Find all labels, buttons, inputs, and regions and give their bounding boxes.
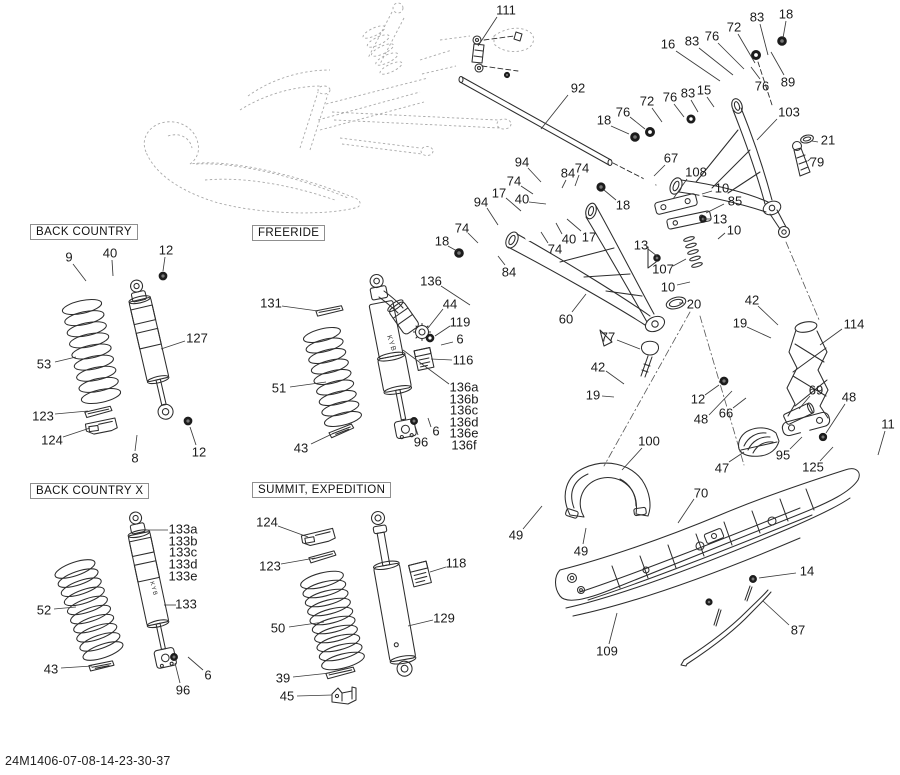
part-label-6: 6 (204, 667, 212, 683)
leader-line (674, 104, 684, 117)
part-label-39: 39 (275, 670, 291, 686)
ghost-assembled-front-end-drawing (144, 3, 533, 213)
part-label-40: 40 (514, 191, 530, 207)
ski-handle-drawing (542, 463, 681, 534)
leader-line (733, 398, 746, 408)
part-label-51: 51 (271, 380, 287, 396)
part-label-60: 60 (558, 311, 574, 327)
spring-stop-131-drawing (316, 306, 344, 317)
leader-line (678, 499, 694, 523)
leader-line (611, 126, 629, 134)
leader-line (617, 340, 640, 349)
part-label-18: 18 (778, 6, 794, 22)
part-label-12: 12 (191, 444, 207, 460)
part-label-17: 17 (491, 185, 507, 201)
leader-line (311, 434, 332, 444)
part-label-48: 48 (693, 411, 709, 427)
leader-line (468, 233, 478, 243)
leader-line (428, 418, 431, 427)
leader-line (112, 260, 113, 276)
part-label-74: 74 (506, 173, 522, 189)
part-label-76: 76 (754, 78, 770, 94)
leader-line (812, 141, 818, 142)
section-label: BACK COUNTRY (36, 226, 132, 238)
part-label-111: 111 (496, 2, 516, 18)
leader-line (441, 342, 453, 345)
leader-line (541, 95, 568, 129)
leader-line (702, 191, 712, 194)
part-label-12: 12 (690, 391, 706, 407)
part-label-92: 92 (570, 80, 586, 96)
section-box-freeride (252, 225, 325, 241)
leader-line (175, 663, 180, 683)
leader-line (523, 506, 542, 529)
part-label-118: 118 (445, 555, 467, 571)
part-label-83: 83 (680, 85, 696, 101)
part-label-127: 127 (186, 330, 208, 346)
part-label-17: 17 (581, 229, 597, 245)
part-label-133a: 133a (168, 521, 198, 537)
leader-line (431, 359, 452, 360)
upper-a-arm-drawing (668, 97, 820, 322)
leader-line (790, 437, 802, 449)
leader-line (771, 52, 784, 75)
part-label-83: 83 (749, 9, 765, 25)
lower-arm-pivot-hardware-drawing (452, 178, 632, 401)
part-label-43: 43 (293, 440, 309, 456)
part-label-52: 52 (36, 602, 52, 618)
part-label-6: 6 (456, 331, 464, 347)
leader-line (135, 435, 137, 451)
leader-line (297, 695, 332, 696)
part-label-48: 48 (841, 389, 857, 405)
leader-line (567, 219, 581, 231)
part-label-76: 76 (704, 28, 720, 44)
leader-line (878, 431, 885, 455)
part-label-89: 89 (780, 74, 796, 90)
leader-line (602, 396, 614, 397)
leader-line (55, 411, 88, 414)
part-label-133b: 133b (168, 533, 198, 549)
leader-line (630, 117, 645, 129)
leader-line (699, 48, 733, 75)
part-label-10: 10 (714, 180, 730, 196)
section-box-back-country-x (30, 483, 149, 499)
part-label-84: 84 (560, 165, 576, 181)
part-label-49: 49 (573, 543, 589, 559)
part-label-21: 21 (820, 132, 836, 148)
shock-brand-text: KYB (385, 334, 398, 353)
part-label-85: 85 (727, 193, 743, 209)
part-label-76: 76 (662, 89, 678, 105)
spring-107-drawing (683, 236, 703, 269)
part-label-49: 49 (508, 527, 524, 543)
part-label-67: 67 (663, 150, 679, 166)
spring-slider-43-drawing (89, 661, 115, 671)
part-label-66: 66 (718, 405, 734, 421)
leader-line (609, 613, 617, 644)
spring-stop-123-drawing (309, 551, 337, 563)
leader-line (676, 51, 720, 81)
part-label-136d: 136d (449, 414, 479, 430)
leader-line (278, 526, 308, 537)
part-label-95: 95 (775, 447, 791, 463)
part-label-136: 136 (420, 273, 442, 289)
part-label-136f: 136f (451, 437, 477, 453)
leader-line (718, 233, 725, 239)
shock-back-country-drawing (80, 272, 192, 436)
part-label-96: 96 (413, 434, 429, 450)
part-label-9: 9 (65, 249, 73, 265)
leader-line (820, 329, 842, 345)
leader-line (448, 246, 457, 251)
leader-line (652, 108, 662, 122)
spring-stop-123-drawing (85, 406, 113, 418)
tie-rod-drawing (459, 77, 656, 186)
leader-line (783, 21, 786, 38)
part-label-96: 96 (175, 682, 191, 698)
part-label-133: 133 (175, 596, 197, 612)
part-label-136b: 136b (449, 391, 479, 407)
part-label-124: 124 (41, 432, 63, 448)
part-label-136e: 136e (449, 425, 479, 441)
leader-line (757, 119, 777, 140)
part-label-18: 18 (434, 233, 450, 249)
bolt-11-drawing (843, 441, 881, 466)
leader-line (691, 100, 698, 112)
leader-line (583, 528, 586, 544)
leader-line (763, 601, 789, 625)
leader-line (54, 607, 76, 609)
leader-line (63, 428, 90, 437)
part-label-72: 72 (639, 93, 655, 109)
part-label-123: 123 (259, 558, 281, 574)
part-label-43: 43 (43, 661, 59, 677)
ball-joint-77-drawing (641, 341, 658, 355)
part-label-14: 14 (799, 563, 815, 579)
leader-line (759, 573, 796, 578)
bracket-45-drawing (332, 687, 356, 704)
part-label-87: 87 (790, 622, 806, 638)
leader-line (604, 190, 616, 200)
part-label-42: 42 (590, 359, 606, 375)
part-label-83: 83 (684, 33, 700, 49)
section-label: BACK COUNTRY X (36, 485, 144, 497)
part-label-77: 77 (600, 329, 616, 345)
leader-line (758, 306, 778, 325)
steering-link-111-drawing (472, 32, 522, 78)
ski-runner-drawing (681, 586, 771, 666)
leader-line (747, 327, 771, 338)
part-label-16: 16 (660, 36, 676, 52)
part-label-20: 20 (686, 296, 702, 312)
leader-line (572, 294, 586, 312)
part-label-109: 109 (596, 643, 618, 659)
part-label-18: 18 (596, 112, 612, 128)
part-label-40: 40 (102, 245, 118, 261)
leader-line (163, 257, 165, 271)
decal-116-drawing (414, 348, 434, 371)
part-label-119: 119 (449, 314, 471, 330)
part-label-10: 10 (726, 222, 742, 238)
part-label-74: 74 (454, 220, 470, 236)
leader-line (161, 341, 185, 349)
o-ring-21-drawing (800, 134, 814, 145)
leader-line (673, 259, 686, 266)
part-label-13: 13 (712, 211, 728, 227)
part-label-74: 74 (547, 241, 563, 257)
leader-line (487, 208, 498, 225)
part-label-125: 125 (802, 459, 824, 475)
spring-53-drawing (61, 297, 122, 407)
leader-line (707, 97, 714, 107)
part-label-19: 19 (732, 315, 748, 331)
spring-50-drawing (299, 568, 366, 674)
section-label: FREERIDE (258, 227, 320, 239)
part-label-114: 114 (843, 316, 865, 332)
leader-line (622, 448, 642, 470)
part-label-44: 44 (442, 296, 458, 312)
part-label-6: 6 (432, 423, 440, 439)
part-label-131: 131 (260, 295, 282, 311)
leader-line (677, 282, 690, 285)
part-label-11: 11 (881, 416, 895, 432)
rubber-stop-47-drawing (739, 428, 779, 456)
part-label-76: 76 (615, 104, 631, 120)
spring-51-drawing (302, 324, 363, 429)
part-label-42: 42 (744, 292, 760, 308)
leader-line (575, 175, 579, 186)
leader-line (705, 385, 719, 395)
part-label-50: 50 (270, 620, 286, 636)
spring-52-drawing (53, 556, 125, 664)
leader-line (188, 657, 203, 670)
leader-line (293, 673, 330, 677)
leader-line (528, 168, 541, 182)
part-label-40: 40 (561, 231, 577, 247)
leader-line (282, 306, 318, 311)
part-label-103: 103 (778, 104, 800, 120)
part-label-108: 108 (685, 164, 707, 180)
leader-line (73, 264, 86, 281)
part-label-79: 79 (809, 154, 825, 170)
leader-line (408, 620, 433, 626)
leader-line (55, 357, 76, 362)
part-label-74: 74 (574, 160, 590, 176)
part-label-94: 94 (514, 154, 530, 170)
spindle-drawing (720, 320, 881, 466)
document-code: 24M1406-07-08-14-23-30-37 (5, 754, 171, 768)
section-label: SUMMIT, EXPEDITION (258, 484, 386, 496)
leader-line (428, 309, 443, 328)
part-label-124: 124 (256, 514, 278, 530)
part-label-133c: 133c (168, 544, 198, 560)
part-label-116: 116 (452, 352, 474, 368)
section-box-summit-expedition (252, 482, 391, 498)
part-label-129: 129 (433, 610, 455, 626)
part-label-72: 72 (726, 19, 742, 35)
spring-clamp-124-drawing (85, 418, 118, 435)
part-label-53: 53 (36, 356, 52, 372)
decal-118-drawing (409, 561, 432, 587)
part-label-136a: 136a (449, 379, 479, 395)
leader-line (606, 371, 624, 384)
part-label-100: 100 (638, 433, 660, 449)
leader-line (430, 567, 446, 572)
part-label-70: 70 (693, 485, 709, 501)
part-label-12: 12 (158, 242, 174, 258)
part-label-107: 107 (652, 261, 674, 277)
part-label-18: 18 (615, 197, 631, 213)
spring-clamp-124-drawing (301, 528, 336, 547)
part-label-84: 84 (501, 264, 517, 280)
leader-line (760, 24, 768, 55)
part-label-94: 94 (473, 194, 489, 210)
part-label-136c: 136c (449, 402, 479, 418)
part-label-123: 123 (32, 408, 54, 424)
part-label-19: 19 (585, 387, 601, 403)
part-label-45: 45 (279, 688, 295, 704)
part-label-133d: 133d (168, 556, 198, 572)
part-label-69: 69 (808, 382, 824, 398)
part-label-133e: 133e (168, 568, 198, 584)
leader-line (435, 326, 450, 336)
part-label-15: 15 (696, 82, 712, 98)
shock-brand-text: KYB (148, 580, 158, 597)
part-label-10: 10 (660, 279, 676, 295)
leader-line (190, 427, 196, 445)
leader-line (751, 67, 760, 79)
section-box-back-country (30, 224, 138, 240)
part-label-47: 47 (714, 460, 730, 476)
part-label-8: 8 (131, 450, 139, 466)
leader-line (61, 666, 92, 668)
part-label-13: 13 (633, 237, 649, 253)
leader-line (648, 249, 657, 256)
